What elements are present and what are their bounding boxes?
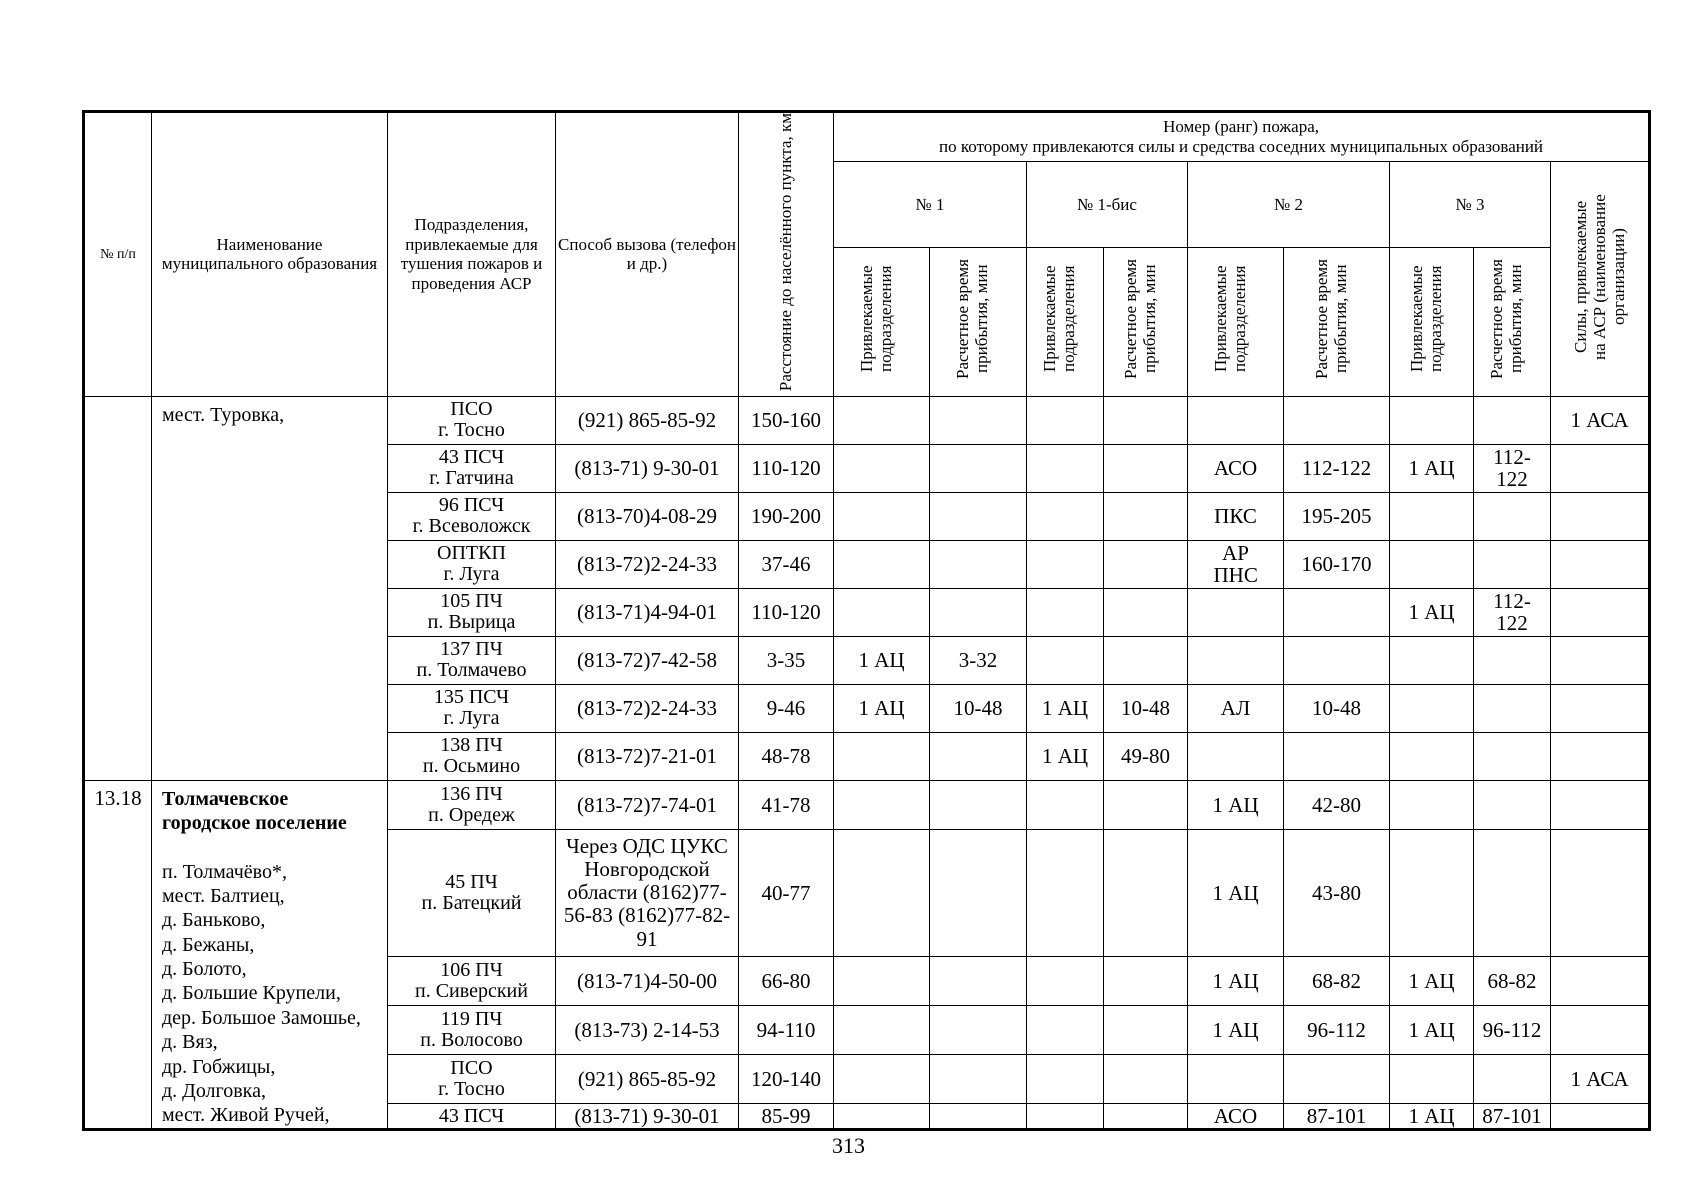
unit-location: п. Вырица (427, 611, 516, 634)
header-r3-time (1474, 247, 1551, 396)
r1bis-time-cell (1104, 396, 1188, 444)
header-r1bis-time-text: Расчетное время прибытия, мин (1120, 259, 1159, 380)
settlement-item: мест. Балтиец, (162, 884, 285, 907)
unit-cell (388, 956, 556, 1005)
r1bis-units-cell (1027, 444, 1104, 492)
unit-cell (388, 780, 556, 829)
r3-units-cell (1390, 492, 1474, 540)
header-r1bis-time (1104, 247, 1188, 396)
distance-cell: 41-78 (739, 780, 834, 829)
r1-time-cell: 10-48 (930, 684, 1027, 732)
r2-units-cell: 1 АЦ (1188, 1006, 1284, 1055)
header-r1-time (930, 247, 1027, 396)
distance-cell: 110-120 (739, 588, 834, 636)
r1-time-cell (930, 780, 1027, 829)
r1bis-time-cell (1104, 1006, 1188, 1055)
r1bis-time-cell: 10-48 (1104, 684, 1188, 732)
phone-cell: (813-71)4-50-00 (556, 956, 739, 1005)
r1bis-units-cell (1027, 492, 1104, 540)
unit-name: 138 ПЧ (440, 734, 503, 757)
r1bis-time-cell: 49-80 (1104, 732, 1188, 780)
distance-cell: 40-77 (739, 829, 834, 956)
r2-time-cell: 195-205 (1284, 492, 1390, 540)
r2-units-cell (1188, 732, 1284, 780)
header-r1bis-units-text: Привлекаемые подразделения (1040, 266, 1079, 373)
phone-cell: (813-72)7-21-01 (556, 732, 739, 780)
r3-time-value: 112-122 (1493, 589, 1531, 636)
unit-location: г. Луга (443, 707, 500, 730)
distance-cell: 94-110 (739, 1006, 834, 1055)
unit-cell (388, 444, 556, 492)
r1bis-units-cell: 1 АЦ (1027, 732, 1104, 780)
unit-name: 137 ПЧ (440, 638, 503, 661)
r1-time-cell (930, 732, 1027, 780)
r1-units-cell (834, 1055, 930, 1104)
settlement-item: д. Вяз, (162, 1031, 218, 1054)
r2-time-cell: 43-80 (1284, 829, 1390, 956)
phone-cell: (813-70)4-08-29 (556, 492, 739, 540)
r1bis-time-cell (1104, 636, 1188, 684)
r2-time-cell (1284, 636, 1390, 684)
r1bis-units-cell (1027, 1055, 1104, 1104)
unit-name: 119 ПЧ (440, 1008, 503, 1031)
r1-time-cell (930, 540, 1027, 588)
phone-cell: (921) 865-85-92 (556, 396, 739, 444)
unit-cell (388, 1055, 556, 1104)
distance-cell: 37-46 (739, 540, 834, 588)
asr-cell (1551, 732, 1650, 780)
r2-units-cell: 1 АЦ (1188, 956, 1284, 1005)
r3-time-cell (1474, 540, 1551, 588)
r2-units-cell (1188, 636, 1284, 684)
fire-forces-table (82, 110, 1651, 1131)
r2-time-cell: 68-82 (1284, 956, 1390, 1005)
asr-cell (1551, 540, 1650, 588)
r2-time-cell: 42-80 (1284, 780, 1390, 829)
unit-cell (388, 492, 556, 540)
unit-name: 105 ПЧ (440, 590, 503, 613)
unit-location: п. Толмачево (416, 659, 527, 682)
header-asr-forces-text: Силы, привлекаемые на АСР (наименование организации) (1571, 193, 1629, 360)
settlement-item: п. Толмачёво*, (162, 860, 287, 883)
r1-units-cell (834, 1104, 930, 1129)
settlement-item: мест. Живой Ручей, (162, 1104, 330, 1127)
settlement-item: д. Бежаны, (162, 933, 255, 956)
r2-time-cell (1284, 732, 1390, 780)
header-row-1 (84, 112, 1650, 162)
distance-cell: 48-78 (739, 732, 834, 780)
r1-units-cell (834, 588, 930, 636)
asr-cell (1551, 956, 1650, 1005)
r2-time-cell (1284, 1055, 1390, 1104)
header-rank-1bis: № 1-бис (1027, 162, 1188, 248)
asr-cell (1551, 829, 1650, 956)
r1bis-time-cell (1104, 829, 1188, 956)
unit-location: п. Осьмино (422, 755, 521, 778)
r1bis-time-cell (1104, 444, 1188, 492)
r2-units-cell: АСО (1188, 444, 1284, 492)
r2-time-cell: 112-122 (1284, 444, 1390, 492)
r3-time-cell: 68-82 (1474, 956, 1551, 1005)
unit-cell (388, 636, 556, 684)
unit-name: ПСО (450, 398, 493, 421)
r1bis-units-cell (1027, 1104, 1104, 1129)
r1bis-time-cell (1104, 588, 1188, 636)
unit-cell (388, 588, 556, 636)
r3-time-cell (1474, 1055, 1551, 1104)
r2-time-cell: 87-101 (1284, 1104, 1390, 1129)
settlement-list (162, 860, 383, 1128)
r1-time-cell (930, 956, 1027, 1005)
r1-units-cell (834, 1006, 930, 1055)
phone-cell: (813-71) 9-30-01 (556, 1104, 739, 1129)
r2-units-cell (1188, 540, 1284, 588)
distance-cell: 120-140 (739, 1055, 834, 1104)
r1bis-units-cell (1027, 396, 1104, 444)
unit-name: 43 ПСЧ (438, 1104, 505, 1127)
page-number: 313 (832, 1133, 865, 1158)
header-rank-2: № 2 (1188, 162, 1390, 248)
asr-cell (1551, 684, 1650, 732)
phone-cell: (813-72)7-42-58 (556, 636, 739, 684)
r1-time-cell (930, 1006, 1027, 1055)
unit-cell (388, 1006, 556, 1055)
r2-units-cell: ПКС (1188, 492, 1284, 540)
unit-cell (388, 732, 556, 780)
unit-location: п. Сиверский (415, 980, 528, 1003)
header-r2-units (1188, 247, 1284, 396)
settlement-item: др. Гобжицы, (162, 1055, 276, 1078)
r1-units-cell: 1 АЦ (834, 636, 930, 684)
municipality-name-line2: городское поселение (162, 812, 347, 835)
phone-cell: (813-72)2-24-33 (556, 540, 739, 588)
r3-time-cell (1474, 396, 1551, 444)
r3-units-cell (1390, 396, 1474, 444)
unit-name: 136 ПЧ (440, 782, 503, 805)
r2-time-cell: 160-170 (1284, 540, 1390, 588)
r2-units-cell (1188, 1055, 1284, 1104)
unit-location: п. Оредеж (428, 803, 515, 826)
unit-name: 45 ПЧ (445, 870, 498, 893)
header-r3-units-text: Привлекаемые подразделения (1406, 266, 1445, 373)
r2-time-cell: 10-48 (1284, 684, 1390, 732)
unit-name: 43 ПСЧ (438, 446, 505, 469)
r3-units-cell (1390, 780, 1474, 829)
header-r2-units-text: Привлекаемые подразделения (1210, 266, 1249, 373)
r1bis-time-cell (1104, 492, 1188, 540)
r1bis-units-cell (1027, 636, 1104, 684)
settlement-cell (152, 780, 388, 1129)
r2-time-cell (1284, 396, 1390, 444)
header-distance-text: Расстояние до населённого пункта, км (776, 113, 796, 392)
settlement-cell (152, 396, 388, 780)
r3-time-value: 112-122 (1493, 445, 1531, 492)
unit-name: 135 ПСЧ (433, 686, 510, 709)
r1-units-cell: 1 АЦ (834, 684, 930, 732)
header-rank-title-line2: по которому привлекаются силы и средства соседних муниципальных образований (939, 137, 1544, 156)
unit-cell (388, 1104, 556, 1129)
header-municipality: Наименование муниципального образования (152, 112, 388, 397)
r1bis-time-cell (1104, 956, 1188, 1005)
phone-cell: (813-72)7-74-01 (556, 780, 739, 829)
r3-time-cell (1474, 684, 1551, 732)
unit-location: г. Всеволожск (412, 515, 531, 538)
r2-units-cell: 1 АЦ (1188, 829, 1284, 956)
asr-cell (1551, 1006, 1650, 1055)
distance-cell: 3-35 (739, 636, 834, 684)
r1-time-cell (930, 829, 1027, 956)
r1bis-time-cell (1104, 540, 1188, 588)
unit-cell (388, 829, 556, 956)
r3-units-cell (1390, 732, 1474, 780)
unit-location: г. Луга (443, 563, 500, 586)
distance-cell: 150-160 (739, 396, 834, 444)
distance-cell: 9-46 (739, 684, 834, 732)
r3-time-cell (1474, 636, 1551, 684)
settlement-name: мест. Туровка, (162, 403, 285, 426)
distance-cell: 66-80 (739, 956, 834, 1005)
distance-cell: 110-120 (739, 444, 834, 492)
phone-cell: (813-71) 9-30-01 (556, 444, 739, 492)
header-r2-time (1284, 247, 1390, 396)
r3-time-cell (1474, 829, 1551, 956)
header-r2-time-text: Расчетное время прибытия, мин (1311, 259, 1350, 380)
settlement-item: д. Долговка, (162, 1080, 266, 1103)
r3-time-cell: 87-101 (1474, 1104, 1551, 1129)
r2-units-cell: АСО (1188, 1104, 1284, 1129)
header-units: Подразделения, привлекаемые для тушения пожаров и проведения АСР (388, 112, 556, 397)
r1bis-units-cell (1027, 588, 1104, 636)
distance-cell: 85-99 (739, 1104, 834, 1129)
r1-time-cell: 3-32 (930, 636, 1027, 684)
header-r1-time-text: Расчетное время прибытия, мин (953, 259, 992, 380)
r1-time-cell (930, 588, 1027, 636)
unit-name: 96 ПСЧ (438, 494, 505, 517)
header-r1-units (834, 247, 930, 396)
num-cell-empty (84, 396, 152, 780)
asr-cell (1551, 636, 1650, 684)
r3-time-cell (1474, 444, 1551, 492)
settlement-item: д. Большие Крупели, (162, 982, 341, 1005)
table-body (84, 396, 1650, 1129)
r1bis-units-cell (1027, 540, 1104, 588)
table-row (84, 780, 1650, 829)
r2-units-cell (1188, 588, 1284, 636)
settlement-item: д. Болото, (162, 958, 247, 981)
r3-units-cell (1390, 1055, 1474, 1104)
unit-location: г. Тосно (438, 1078, 505, 1101)
r1-units-cell (834, 444, 930, 492)
unit-location: п. Батецкий (421, 891, 522, 914)
r3-units-cell (1390, 684, 1474, 732)
header-rank-3: № 3 (1390, 162, 1551, 248)
header-rank-title-line1: Номер (ранг) пожара, (1163, 117, 1320, 137)
header-r3-units (1390, 247, 1474, 396)
unit-cell (388, 396, 556, 444)
r1-time-cell (930, 1104, 1027, 1129)
phone-cell: Через ОДС ЦУКС Новгородской области (8162)77-56-83 (8162)77-82-91 (556, 829, 739, 956)
asr-cell (1551, 1104, 1650, 1129)
r1bis-time-cell (1104, 780, 1188, 829)
r2-time-cell: 96-112 (1284, 1006, 1390, 1055)
r3-time-cell (1474, 588, 1551, 636)
r2-time-cell (1284, 588, 1390, 636)
r3-units-cell: 1 АЦ (1390, 1104, 1474, 1129)
r3-units-cell: 1 АЦ (1390, 1006, 1474, 1055)
r1-time-cell (930, 444, 1027, 492)
header-r3-time-text: Расчетное время прибытия, мин (1487, 259, 1526, 380)
header-call-method: Способ вызова (телефон и др.) (556, 112, 739, 397)
r3-time-cell (1474, 780, 1551, 829)
header-r1-units-text: Привлекаемые подразделения (856, 266, 895, 373)
r2-units-value: АР ПНС (1213, 541, 1258, 588)
unit-name: 106 ПЧ (440, 959, 503, 982)
asr-cell: 1 АСА (1551, 1055, 1650, 1104)
r2-units-cell: АЛ (1188, 684, 1284, 732)
r1-units-cell (834, 396, 930, 444)
asr-cell (1551, 588, 1650, 636)
r1bis-units-cell (1027, 1006, 1104, 1055)
header-distance (739, 112, 834, 397)
unit-name: ПСО (450, 1057, 493, 1080)
r3-units-cell: 1 АЦ (1390, 588, 1474, 636)
phone-cell: (921) 865-85-92 (556, 1055, 739, 1104)
r3-time-cell (1474, 492, 1551, 540)
r1bis-time-cell (1104, 1055, 1188, 1104)
table-row (84, 396, 1650, 444)
settlement-item: д. Баньково, (162, 909, 266, 932)
r1-units-cell (834, 540, 930, 588)
r1-time-cell (930, 492, 1027, 540)
r2-units-cell (1188, 396, 1284, 444)
header-r1bis-units (1027, 247, 1104, 396)
r1-time-cell (930, 396, 1027, 444)
r1bis-units-cell (1027, 829, 1104, 956)
unit-location: г. Гатчина (429, 467, 514, 490)
municipality-name-line1: Толмачевское (162, 787, 289, 810)
r1-units-cell (834, 492, 930, 540)
asr-cell (1551, 492, 1650, 540)
phone-cell: (813-72)2-24-33 (556, 684, 739, 732)
asr-cell: 1 АСА (1551, 396, 1650, 444)
phone-cell: (813-71)4-94-01 (556, 588, 739, 636)
r3-units-cell: 1 АЦ (1390, 956, 1474, 1005)
r1-time-cell (930, 1055, 1027, 1104)
r3-units-cell (1390, 829, 1474, 956)
r1bis-units-cell (1027, 780, 1104, 829)
header-num: № п/п (84, 112, 152, 397)
unit-location: п. Волосово (420, 1029, 523, 1052)
r1-units-cell (834, 732, 930, 780)
r3-units-cell (1390, 636, 1474, 684)
distance-cell: 190-200 (739, 492, 834, 540)
r3-units-cell (1390, 540, 1474, 588)
header-rank-1: № 1 (834, 162, 1027, 248)
unit-cell (388, 684, 556, 732)
r1-units-cell (834, 829, 930, 956)
r1-units-cell (834, 956, 930, 1005)
header-asr-forces (1551, 162, 1650, 397)
r1bis-time-cell (1104, 1104, 1188, 1129)
r1bis-units-cell: 1 АЦ (1027, 684, 1104, 732)
r1bis-units-cell (1027, 956, 1104, 1005)
asr-cell (1551, 780, 1650, 829)
unit-cell (388, 540, 556, 588)
row-number: 13.18 (84, 780, 152, 1129)
r3-time-cell: 96-112 (1474, 1006, 1551, 1055)
settlement-item: дер. Большое Замошье, (162, 1006, 361, 1029)
header-rank-title (834, 112, 1650, 162)
r3-units-cell: 1 АЦ (1390, 444, 1474, 492)
unit-location: г. Тосно (438, 419, 505, 442)
r2-units-cell: 1 АЦ (1188, 780, 1284, 829)
asr-cell (1551, 444, 1650, 492)
r3-time-cell (1474, 732, 1551, 780)
r1-units-cell (834, 780, 930, 829)
phone-cell: (813-73) 2-14-53 (556, 1006, 739, 1055)
unit-name: ОПТКП (437, 542, 506, 565)
